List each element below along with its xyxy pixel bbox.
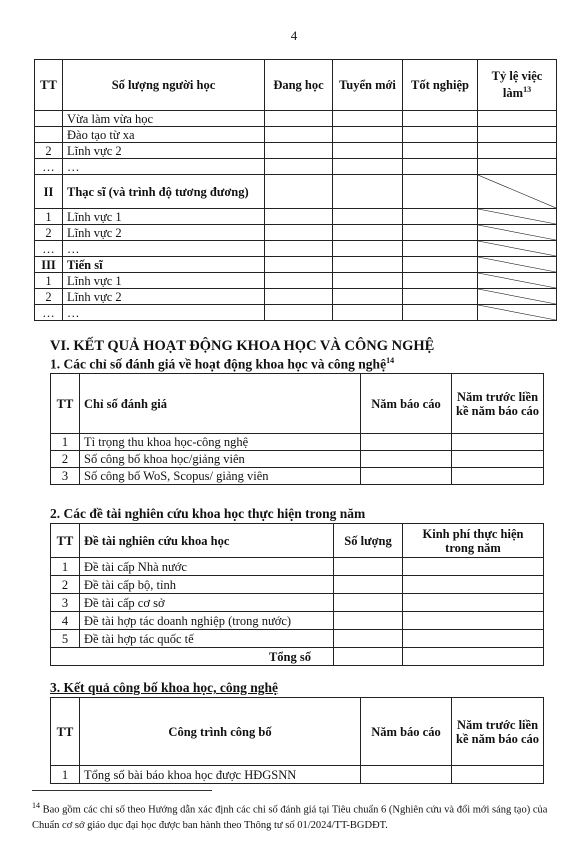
empty-cell [334, 630, 403, 648]
empty-cell [403, 175, 478, 209]
empty-cell [403, 289, 478, 305]
total-label: Tổng số [51, 648, 334, 666]
row-tt [35, 111, 63, 127]
row-tt: 2 [35, 143, 63, 159]
empty-cell [333, 289, 403, 305]
empty-cell [333, 273, 403, 289]
row-label: Lĩnh vực 2 [63, 289, 265, 305]
table-row [35, 273, 557, 289]
empty-cell [403, 305, 478, 321]
col-budget: Kinh phí thực hiện trong năm [403, 524, 544, 558]
section-vi-title: VI. KẾT QUẢ HOẠT ĐỘNG KHOA HỌC VÀ CÔNG NGHỆ [50, 338, 435, 354]
row-tt: … [35, 241, 63, 257]
empty-cell [361, 468, 452, 485]
table-row [35, 209, 557, 225]
empty-cell [403, 630, 544, 648]
empty-cell [361, 434, 452, 451]
table-row [51, 558, 544, 576]
row-tt: III [35, 257, 63, 273]
empty-cell [333, 241, 403, 257]
col-project: Đề tài nghiên cứu khoa học [80, 524, 334, 558]
empty-cell [452, 766, 544, 784]
empty-cell [403, 594, 544, 612]
empty-cell [361, 766, 452, 784]
empty-cell [333, 305, 403, 321]
publications-table [50, 697, 544, 784]
diagonal-cell [478, 241, 557, 257]
row-tt: 3 [51, 468, 80, 485]
page-number: 4 [290, 28, 298, 43]
empty-cell [403, 648, 544, 666]
col-report-year: Năm báo cáo [361, 374, 452, 434]
row-label: Thạc sĩ (và trình độ tương đương) [63, 175, 265, 209]
empty-cell [333, 159, 403, 175]
empty-cell [265, 225, 333, 241]
empty-cell [478, 111, 557, 127]
table-row [35, 175, 557, 209]
subsection-1-title: 1. Các chỉ số đánh giá về hoạt động khoa học và công nghệ$^{14}$ [50, 356, 395, 372]
empty-cell [265, 273, 333, 289]
col-tt: TT [35, 60, 63, 111]
row-label: Tổng số bài báo khoa học được HĐGSNN [80, 766, 361, 784]
row-tt: 1 [51, 558, 80, 576]
empty-cell [334, 576, 403, 594]
table-row [35, 257, 557, 273]
col-publication: Công trình công bố [80, 698, 361, 766]
empty-cell [265, 127, 333, 143]
row-label: Đề tài hợp tác doanh nghiệp (trong nước) [80, 612, 334, 630]
empty-cell [333, 225, 403, 241]
row-label: … [63, 305, 265, 321]
row-label: Đề tài cấp cơ sở [80, 594, 334, 612]
col-report-year: Năm báo cáo [361, 698, 452, 766]
table-row [35, 159, 557, 175]
row-tt: 2 [35, 225, 63, 241]
row-tt: 1 [51, 766, 80, 784]
empty-cell [334, 594, 403, 612]
table-row [35, 241, 557, 257]
row-label: Lĩnh vực 1 [63, 209, 265, 225]
row-label: Vừa làm vừa học [63, 111, 265, 127]
table-row [35, 111, 557, 127]
row-tt: 2 [35, 289, 63, 305]
row-label: Tỉ trọng thu khoa học-công nghệ [80, 434, 361, 451]
table-row [51, 612, 544, 630]
empty-cell [334, 648, 403, 666]
col-employment-rate: Tỷ lệ việc làm$^{13}$ [478, 60, 557, 111]
table-row [35, 289, 557, 305]
row-label: … [63, 241, 265, 257]
total-row [51, 648, 544, 666]
empty-cell [265, 159, 333, 175]
row-tt: … [35, 159, 63, 175]
empty-cell [265, 305, 333, 321]
empty-cell [403, 111, 478, 127]
table-row [35, 143, 557, 159]
empty-cell [265, 257, 333, 273]
row-tt: 2 [51, 576, 80, 594]
empty-cell [403, 127, 478, 143]
empty-cell [403, 558, 544, 576]
diagonal-cell [478, 273, 557, 289]
row-tt: 1 [35, 273, 63, 289]
empty-cell [403, 612, 544, 630]
empty-cell [403, 241, 478, 257]
empty-cell [403, 273, 478, 289]
col-indicator: Chỉ số đánh giá [80, 374, 361, 434]
row-tt: II [35, 175, 63, 209]
empty-cell [403, 209, 478, 225]
diagonal-cell [478, 289, 557, 305]
row-tt: 5 [51, 630, 80, 648]
empty-cell [478, 127, 557, 143]
research-projects-table [50, 523, 544, 666]
learners-table [34, 59, 557, 321]
row-label: Lĩnh vực 2 [63, 225, 265, 241]
diagonal-cell [478, 209, 557, 225]
empty-cell [334, 612, 403, 630]
table-row [51, 434, 544, 451]
col-new: Tuyển mới [333, 60, 403, 111]
row-label: Số công bố WoS, Scopus/ giảng viên [80, 468, 361, 485]
row-label: Tiến sĩ [63, 257, 265, 273]
empty-cell [333, 209, 403, 225]
empty-cell [265, 289, 333, 305]
empty-cell [265, 143, 333, 159]
col-tt: TT [51, 698, 80, 766]
table-row [51, 594, 544, 612]
table-row [35, 225, 557, 241]
table-row [51, 630, 544, 648]
empty-cell [452, 451, 544, 468]
row-tt: 3 [51, 594, 80, 612]
footnote-divider [32, 790, 212, 791]
diagonal-cell [478, 257, 557, 273]
empty-cell [452, 434, 544, 451]
diagonal-cell [478, 305, 557, 321]
row-tt: … [35, 305, 63, 321]
row-tt: 2 [51, 451, 80, 468]
empty-cell [403, 257, 478, 273]
table-row [51, 766, 544, 784]
subsection-3-title: 3. Kết quả công bố khoa học, công nghệ [50, 680, 279, 695]
empty-cell [403, 159, 478, 175]
col-graduated: Tốt nghiệp [403, 60, 478, 111]
empty-cell [265, 241, 333, 257]
empty-cell [265, 209, 333, 225]
table-row [51, 451, 544, 468]
row-tt [35, 127, 63, 143]
empty-cell [478, 159, 557, 175]
row-label: Lĩnh vực 1 [63, 273, 265, 289]
row-tt: 1 [35, 209, 63, 225]
row-label: Đào tạo từ xa [63, 127, 265, 143]
empty-cell [333, 175, 403, 209]
empty-cell [265, 111, 333, 127]
row-label: Đề tài cấp bộ, tỉnh [80, 576, 334, 594]
col-tt: TT [51, 374, 80, 434]
col-learners: Số lượng người học [63, 60, 265, 111]
row-label: … [63, 159, 265, 175]
empty-cell [265, 175, 333, 209]
sci-indicators-table [50, 373, 544, 485]
row-label: Số công bố khoa học/giảng viên [80, 451, 361, 468]
empty-cell [333, 143, 403, 159]
col-tt: TT [51, 524, 80, 558]
footnote: $^{14}$ Bao gồm các chỉ số theo Hướng dẫn xác định các chỉ số đánh giá tại Tiêu chuẩn 6 (Nghiên cứu và đổi mới sáng tạo) của Chuẩn cơ sở giáo dục đại học được ban hành theo Thông tư số 01/2024/TT-BGDĐT. [32, 801, 548, 831]
table-row [35, 127, 557, 143]
col-quantity: Số lượng [334, 524, 403, 558]
empty-cell [334, 558, 403, 576]
empty-cell [403, 576, 544, 594]
empty-cell [361, 451, 452, 468]
empty-cell [333, 111, 403, 127]
empty-cell [403, 225, 478, 241]
row-label: Đề tài cấp Nhà nước [80, 558, 334, 576]
table-row [35, 305, 557, 321]
empty-cell [333, 257, 403, 273]
col-studying: Đang học [265, 60, 333, 111]
col-prev-year: Năm trước liền kề năm báo cáo [452, 698, 544, 766]
row-tt: 1 [51, 434, 80, 451]
empty-cell [478, 143, 557, 159]
table-row [51, 468, 544, 485]
empty-cell [403, 143, 478, 159]
empty-cell [452, 468, 544, 485]
diagonal-cell [478, 175, 557, 209]
diagonal-cell [478, 225, 557, 241]
table-row [51, 576, 544, 594]
col-prev-year: Năm trước liền kề năm báo cáo [452, 374, 544, 434]
row-tt: 4 [51, 612, 80, 630]
row-label: Đề tài hợp tác quốc tế [80, 630, 334, 648]
subsection-2-title: 2. Các đề tài nghiên cứu khoa học thực hiện trong năm [50, 506, 366, 521]
empty-cell [333, 127, 403, 143]
row-label: Lĩnh vực 2 [63, 143, 265, 159]
